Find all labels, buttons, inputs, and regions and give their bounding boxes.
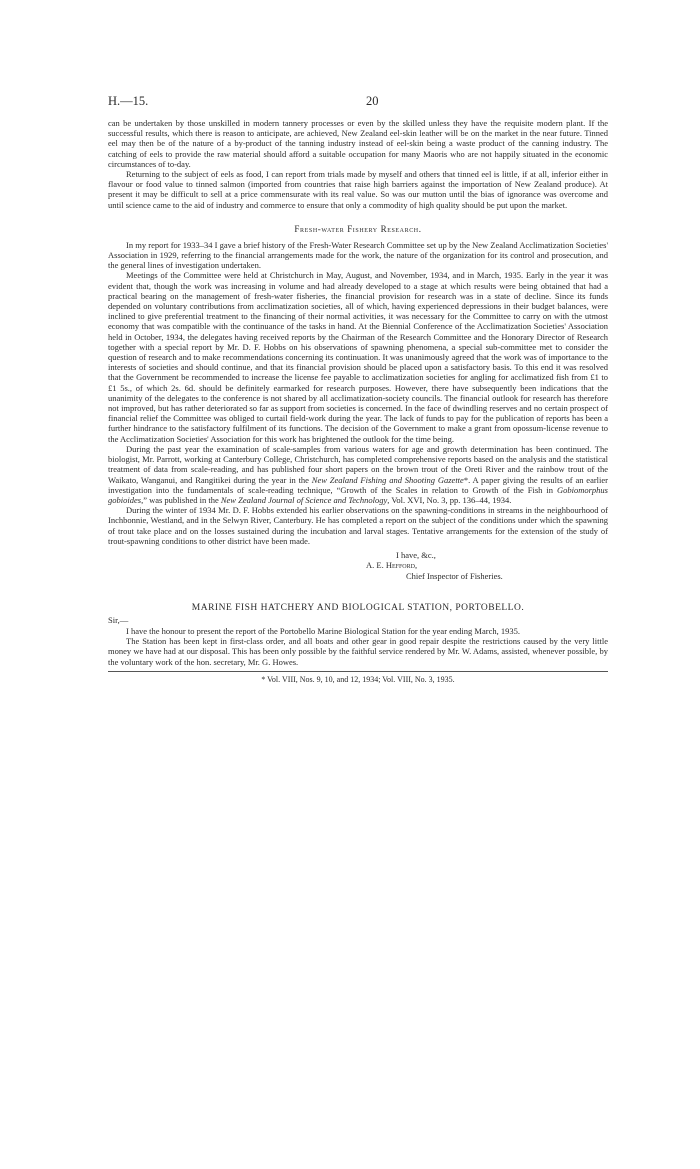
paragraph-scale-samples: During the past year the examination of scale-samples from various waters for age and growth determination has been continued. The biologist, Mr. Parrott, working at Canterbury College, Christchurch, has completed comprehensive reports based on the analysis and the statistical treatment of data from scale-reading, and has published four short papers on the brown trout of the Oreti River and the rainbow trout of the Waikato, Wanganui, and Rangitikei during the year in the New Zealand Fishing and Shooting Gazette*. A paper giving the results of an earlier investigation into the fundamentals of scale-reading technique, “Growth of the Scales in relation to Growth of the Fish in Gobiomorphus gobioides,” was published in the New Zealand Journal of Science and Technology, Vol. XVI, No. 3, pp. 136–44, 1934. xyxy=(108,443,609,505)
page-header xyxy=(108,94,608,118)
signature-block xyxy=(108,550,608,582)
section-title-marine-station: MARINE FISH HATCHERY AND BIOLOGICAL STATION, PORTOBELLO. xyxy=(191,603,525,614)
paragraph-eels-as-food: Returning to the subject of eels as food, I can report from trials made by myself and others that tinned eel is little, if at all, inferior either in flavour or food value to tinned salmon (imported from countries that raise high barriers against the importation of New Zealand produce). At present it may be difficult to sell at a price commensurate with its real value. So was our mutton until the bias of ignorance was overcome and until science came to the aid of industry and commerce to ensure that only a commodity of high quality should be put upon the market. xyxy=(108,169,608,210)
document-reference: H.—15. xyxy=(108,94,149,108)
signature-title: Chief Inspector of Fisheries. xyxy=(406,570,503,581)
salutation: Sir,— xyxy=(108,615,129,626)
paragraph-report-history: In my report for 1933–34 I gave a brief history of the Fresh-Water Research Committee set up by the New Zealand Acclimatization Societies' Association in 1929, referring to the financial arrangements made for the work, the nature of the organization for its control and prosecution, and the general lines of investigation undertaken. xyxy=(108,239,608,271)
gazette-title: New Zealand Fishing and Shooting Gazette xyxy=(311,474,464,485)
species-name: Gobiomorphus gobioides xyxy=(108,484,608,505)
footnote: * Vol. VIII, Nos. 9, 10, and 12, 1934; Vol. VIII, No. 3, 1935. xyxy=(261,674,455,684)
section-title-freshwater-research: Fresh-water Fishery Research. xyxy=(294,223,422,234)
paragraph-station-report: I have the honour to present the report of the Portobello Marine Biological Station for the year ending March, 1935. xyxy=(126,625,520,636)
paragraph-station-condition: The Station has been kept in first-class order, and all boats and other gear in good repair despite the restrictions caused by the very little money we have had at our disposal. This has been only possible by the faithful service rendered by Mr. W. Adams, assisted, whenever possible, by the voluntary work of the hon. secretary, Mr. G. Howes. xyxy=(108,636,608,667)
paragraph-eel-skin: can be undertaken by those unskilled in modern tannery processes or even by the skilled unless they have the requisite modern plant. If the successful results, which there is reason to anticipate, are achieved, New Zealand eel-skin leather will be on the market in the near future. Tinned eel may then be of the nature of a by-product of the tanning industry instead of eel-skin being a waste product of the canning industry. The catching of eels to provide the raw material should afford a suitable occupation for many Maoris who are not happily situated in the economic circumstances of to-day. xyxy=(108,118,608,169)
document-page xyxy=(108,94,608,685)
paragraph-spawning-observations: During the winter of 1934 Mr. D. F. Hobbs extended his earlier observations on the spawning-conditions in streams in the neighbourhood of Inchbonnie, Westland, and in the Selwyn River, Canterbury. He has completed a report on the subject of the conditions under which the spawning of trout take place and on the losses sustained during the incubation and larval stages. Tentative arrangements for the extension of the study of trout-spawning conditions to other district have been made. xyxy=(108,505,608,546)
footnote-divider xyxy=(108,671,608,672)
signature-closing: I have, &c., xyxy=(396,549,436,560)
signature-name: A. E. Hefford, xyxy=(366,560,418,571)
journal-title: New Zealand Journal of Science and Technology xyxy=(220,494,388,505)
page-number: 20 xyxy=(366,94,379,108)
paragraph-committee-meetings: Meetings of the Committee were held at Christchurch in May, August, and November, 1934, and in March, 1935. Early in the year it was evident that, though the work was increasing in volume and had already developed to a stage at which results were being obtained that had a practical bearing on the management of fresh-water fisheries, the financial provision for research was in a state of decline. Since its funds depended on voluntary contributions from acclimatization societies, all of which, having experienced depressions in their budget balances, were inclined to give preferential treatment to the financing of their normal activities, it was necessary for the Committee to carry on with the utmost economy that was compatible with the continuance of the tasks in hand. At the Biennial Conference of the Acclimatization Societies' Association held in October, 1934, the delegates having received reports by the Chairman of the Research Committee and the Honorary Director of Research together with a special report by Mr. D. F. Hobbs on his observations of spawning phenomena, a special sub-committee met to consider the question of research and to make recommendations concerning its continuation. It was unanimously agreed that the work was of importance to the interests of societies and should continue, and that its financial provision should be placed upon a satisfactory basis. To this end it was resolved that the Government be recommended to increase the license fee payable to acclimatization societies for angling for acclimatized fish from £1 to £1 5s., of which 2s. 6d. should be definitely earmarked for research purposes. However, there have subsequently been indications that the unanimity of the delegates to the conference is not shared by all acclimatization-society councils. The financial outlook for research has therefore not improved, but has rather deteriorated so far as support from societies is concerned. In the face of dwindling reserves and no certain prospect of financial relief the Committee was obliged to curtail field-work during the year. The lack of funds to pay for the publication of reports has been a further hindrance to the satisfactory fulfilment of its functions. The decision of the Government to make a grant from opossum-license revenue to the Acclimatization Societies' Association for this work has brightened the outlook for the time being. xyxy=(108,270,608,444)
